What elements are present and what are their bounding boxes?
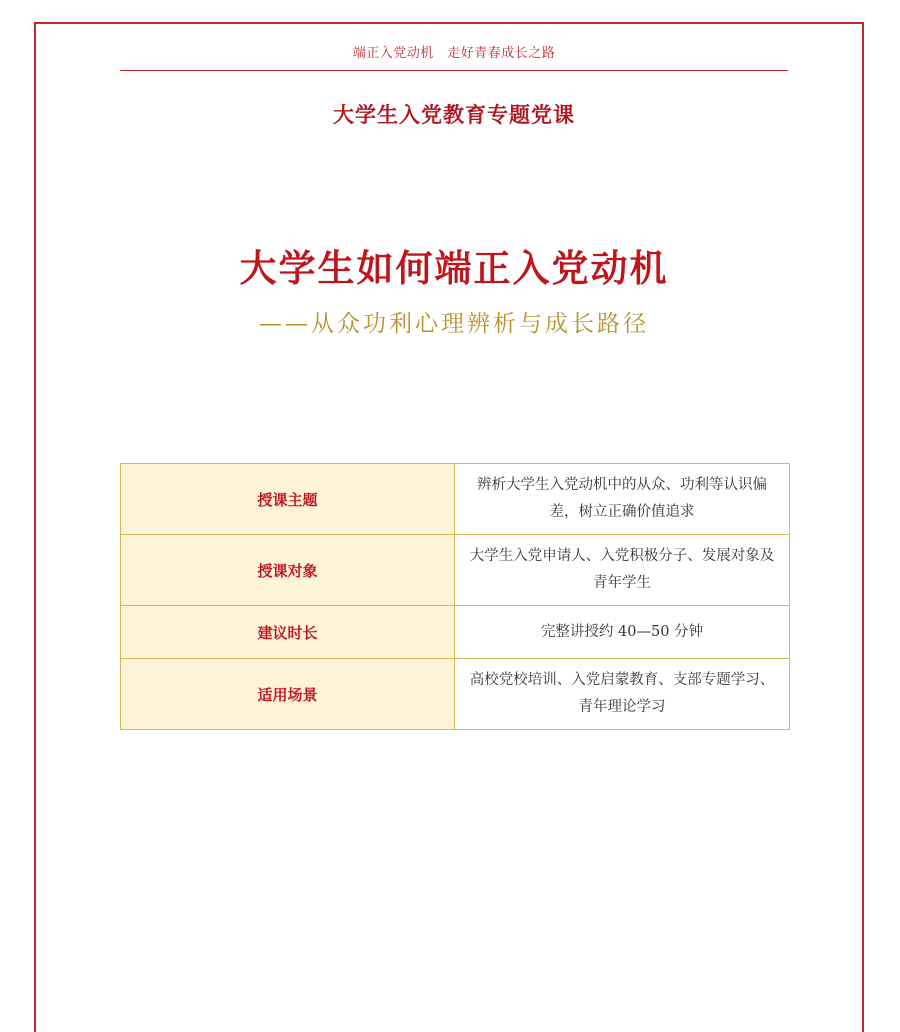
table-value-audience: 大学生入党申请人、入党积极分子、发展对象及青年学生	[455, 535, 790, 606]
table-row	[121, 606, 790, 659]
table-label-scenario: 适用场景	[121, 659, 455, 730]
running-header: 端正入党动机 走好青春成长之路	[352, 46, 556, 61]
table-label-duration: 建议时长	[121, 606, 455, 659]
table-row	[121, 659, 790, 730]
table-row	[121, 535, 790, 606]
table-row	[121, 464, 790, 535]
table-label-topic: 授课主题	[121, 464, 455, 535]
table-value-topic: 辨析大学生入党动机中的从众、功利等认识偏差，树立正确价值追求	[455, 464, 790, 535]
subtitle: ——从众功利心理辨析与成长路径	[259, 311, 649, 337]
table-value-duration: 完整讲授约 40—50 分钟	[455, 606, 790, 659]
table-label-audience: 授课对象	[121, 535, 455, 606]
header-rule	[120, 70, 788, 71]
info-table	[120, 463, 790, 730]
course-label: 大学生入党教育专题党课	[333, 102, 575, 127]
main-title: 大学生如何端正入党动机	[239, 247, 669, 290]
table-value-scenario: 高校党校培训、入党启蒙教育、支部专题学习、青年理论学习	[455, 659, 790, 730]
